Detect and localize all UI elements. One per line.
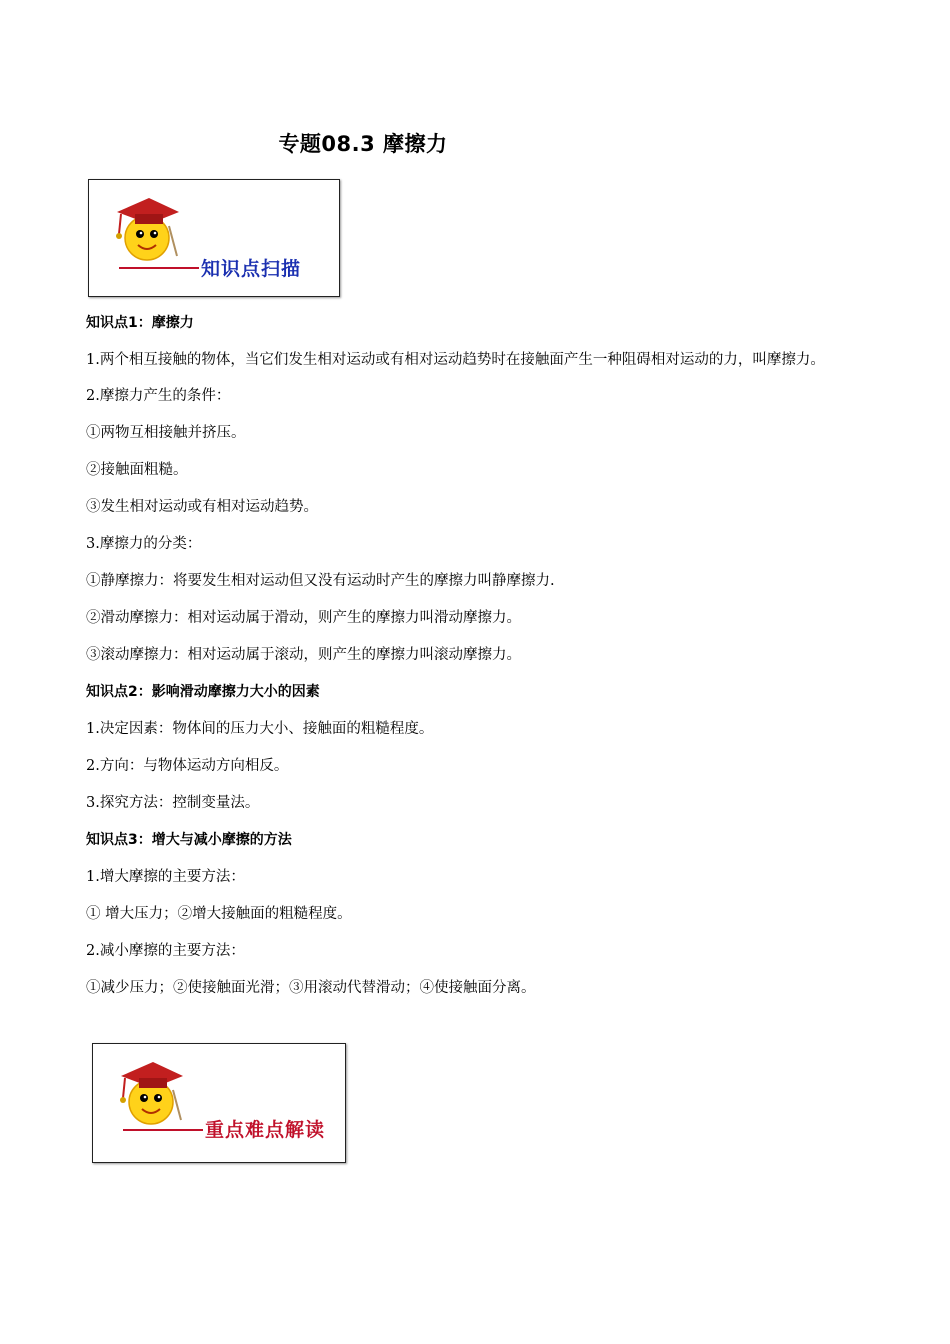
paragraph: ②滑动摩擦力：相对运动属于滑动，则产生的摩擦力叫滑动摩擦力。 [86,610,521,626]
page-title: 专题08.3 摩擦力 [278,132,448,156]
paragraph: ①减少压力；②使接触面光滑；③用滚动代替滑动；④使接触面分离。 [86,980,536,996]
document-body [86,305,876,1007]
paragraph: ②接触面粗糙。 [86,462,188,478]
paragraph: ①静摩擦力：将要发生相对运动但又没有运动时产生的摩擦力叫静摩擦力. [86,573,555,589]
paragraph: 1.决定因素：物体间的压力大小、接触面的粗糙程度。 [86,721,434,737]
graduate-smiley-icon [107,190,187,266]
paragraph: 2.摩擦力产生的条件： [86,388,231,404]
section-heading: 知识点2：影响滑动摩擦力大小的因素 [86,684,320,700]
graduate-smiley-icon [111,1054,191,1130]
section-heading: 知识点1：摩擦力 [86,315,194,331]
paragraph: 2.减小摩擦的主要方法： [86,943,245,959]
banner-label: 知识点扫描 [201,258,302,280]
paragraph: 3.摩擦力的分类： [86,536,202,552]
section-heading: 知识点3：增大与减小摩擦的方法 [86,832,292,848]
paragraph: ③发生相对运动或有相对运动趋势。 [86,499,318,515]
knowledge-scan-banner [88,179,340,297]
paragraph: 2.方向：与物体运动方向相反。 [86,758,289,774]
key-points-banner [92,1043,346,1163]
paragraph: 3.探究方法：控制变量法。 [86,795,260,811]
banner-label: 重点难点解读 [205,1119,326,1141]
banner-rule [119,267,199,269]
banner-rule [123,1129,203,1131]
paragraph: 1.两个相互接触的物体，当它们发生相对运动或有相对运动趋势时在接触面产生一种阻碍相对运动的力，叫摩擦力。 [86,352,825,368]
paragraph: ① 增大压力；②增大接触面的粗糙程度。 [86,906,352,922]
paragraph: 1.增大摩擦的主要方法： [86,869,245,885]
paragraph: ③滚动摩擦力：相对运动属于滚动，则产生的摩擦力叫滚动摩擦力。 [86,647,521,663]
paragraph: ①两物互相接触并挤压。 [86,425,246,441]
